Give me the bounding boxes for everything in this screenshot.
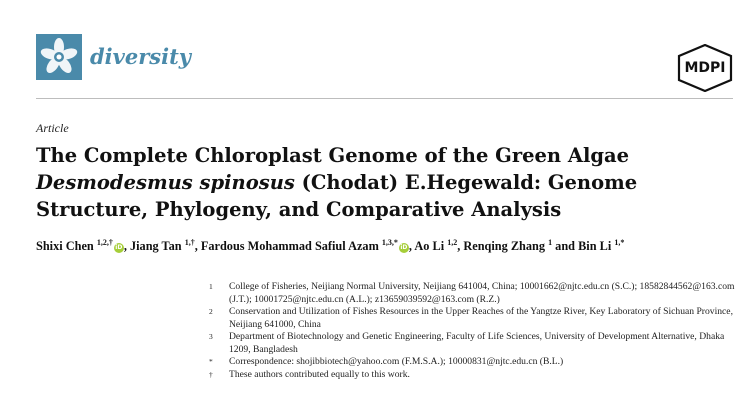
- author-affiliation-marker: 1,†: [184, 238, 195, 247]
- affiliation-item: [209, 306, 739, 331]
- title-line-1: The Complete Chloroplast Genome of the Green Algae: [36, 144, 630, 167]
- article-type: Article: [36, 121, 69, 135]
- title-species: Desmodesmus spinosus: [36, 171, 295, 194]
- mdpi-logo-icon[interactable]: [677, 44, 733, 96]
- publisher-name: MDPI: [684, 60, 726, 76]
- affiliation-item: [209, 356, 739, 369]
- author-name[interactable]: Bin Li: [578, 239, 612, 254]
- affiliations: [209, 281, 739, 381]
- author-separator: and: [552, 239, 579, 254]
- author-name[interactable]: Jiang Tan: [129, 239, 182, 254]
- affiliation-marker: †: [209, 369, 213, 379]
- affiliation-text: Correspondence: shojibbiotech@yahoo.com (F.M.S.A.); 10000831@njtc.edu.cn (B.L.): [229, 356, 564, 367]
- author-affiliation-marker: 1,*: [614, 238, 625, 247]
- author-name[interactable]: Ao Li: [414, 239, 445, 254]
- title-line-3: Structure, Phylogeny, and Comparative Analysis: [36, 198, 562, 221]
- affiliation-marker: 2: [209, 307, 213, 316]
- author-name[interactable]: Fardous Mohammad Safiul Azam: [200, 239, 379, 254]
- affiliation-text: College of Fisheries, Neijiang Normal University, Neijiang 641004, China; 10001662@njtc.edu.cn (S.C.); 18582844562@163.com (J.T.); 10001725@njtc.edu.cn (A.L.); z13659039592@163.com (R.Z.): [229, 281, 735, 305]
- journal-logo-icon: [36, 34, 82, 80]
- affiliation-item: [209, 281, 739, 306]
- affiliation-item: [209, 369, 739, 382]
- author-list: [36, 238, 741, 254]
- affiliation-marker: *: [209, 357, 213, 366]
- author-affiliation-marker: 1,2,†: [96, 238, 113, 247]
- author-name[interactable]: Renqing Zhang: [463, 239, 546, 254]
- affiliation-text: These authors contributed equally to this work.: [229, 368, 410, 380]
- journal-name[interactable]: diversity: [90, 44, 191, 69]
- title-line-2: (Chodat) E.Hegewald: Genome: [294, 171, 638, 194]
- author-separator: ,: [457, 239, 464, 254]
- paper-title: [36, 142, 726, 223]
- orcid-icon[interactable]: iD: [400, 244, 408, 252]
- author-separator: ,: [123, 239, 130, 254]
- author-affiliation-marker: 1,3,*: [381, 238, 398, 247]
- affiliation-item: [209, 331, 739, 356]
- author-separator: ,: [194, 239, 201, 254]
- author-separator: ,: [408, 239, 415, 254]
- affiliation-marker: 3: [209, 332, 213, 341]
- author-affiliation-marker: 1: [548, 238, 553, 247]
- author-name[interactable]: Shixi Chen: [36, 239, 94, 254]
- header-divider: [36, 98, 733, 99]
- affiliation-text: Conservation and Utilization of Fishes Resources in the Upper Reaches of the Yangtze River, Key Laboratory of Sichuan Province, Neijiang 641000, China: [229, 306, 733, 330]
- affiliation-text: Department of Biotechnology and Genetic Engineering, Faculty of Life Sciences, University of Development Alternative, Dhaka 1209, Bangladesh: [229, 331, 725, 355]
- orcid-icon[interactable]: iD: [115, 244, 123, 252]
- author-affiliation-marker: 1,2: [447, 238, 458, 247]
- affiliation-marker: 1: [209, 282, 213, 291]
